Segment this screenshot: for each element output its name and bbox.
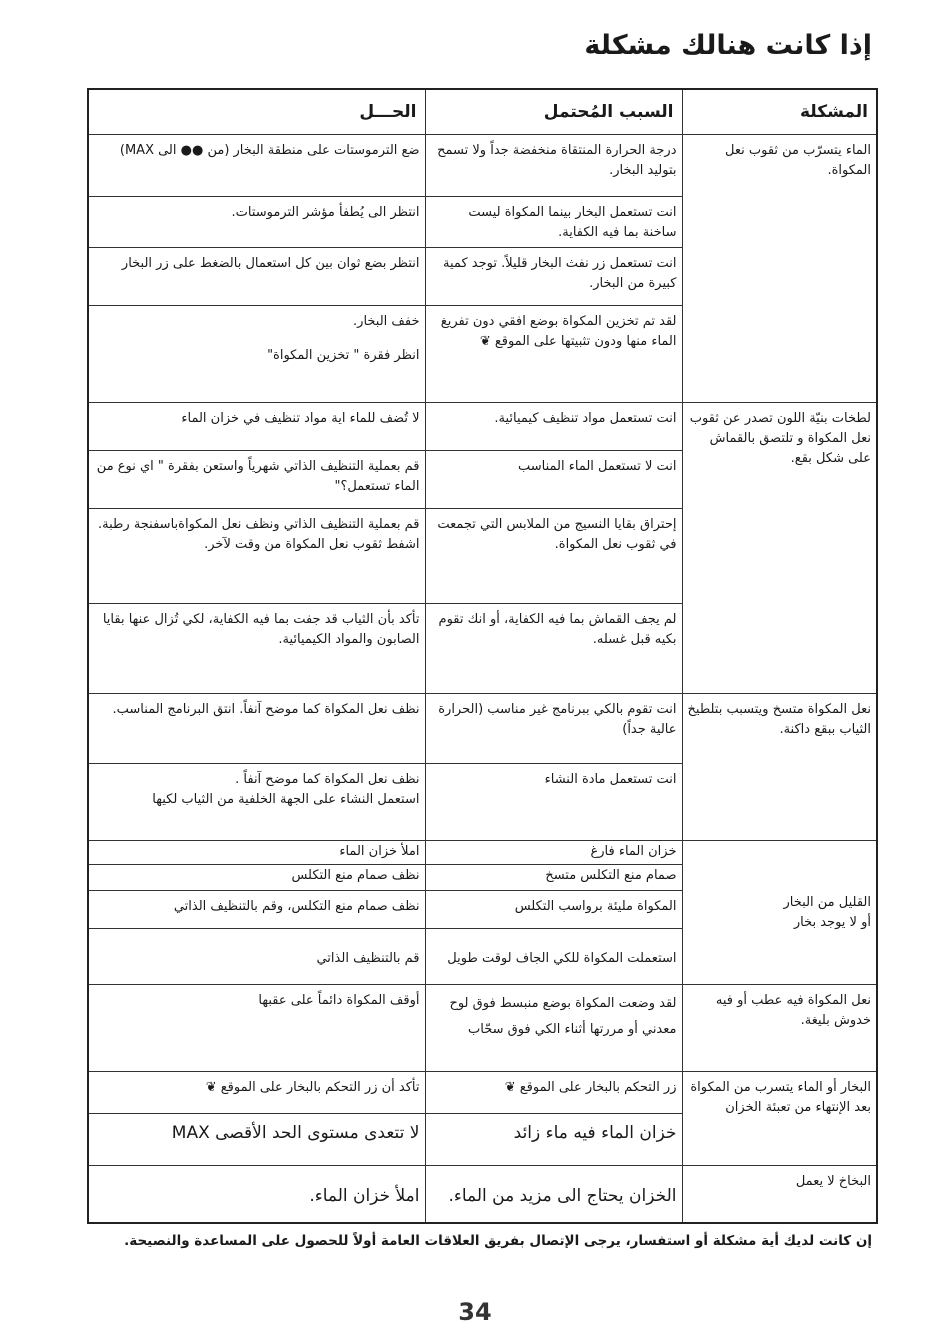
solution-cell (88, 764, 425, 840)
solution-cell: قم بعملية التنظيف الذاتي شهرياً واستعن بفقرة " اي نوع من الماء تستعمل؟" (88, 451, 425, 509)
solution-line: انظر فقرة " تخزين المكواة" (267, 348, 420, 364)
solution-cell: املأ خزان الماء (88, 840, 425, 864)
cause-cell: لم يجف القماش بما فيه الكفاية، أو انك تقوم بكيه قبل غسله. (425, 603, 682, 693)
header-problem: المشكلة (682, 89, 877, 134)
cause-cell: انت تستعمل مواد تنظيف كيميائية. (425, 402, 682, 450)
page-number: 34 (458, 1298, 492, 1326)
table-row (88, 1071, 877, 1113)
solution-cell: تأكد أن زر التحكم بالبخار على الموقع ❦ (88, 1071, 425, 1113)
cause-cell: إحتراق بقايا النسيج من الملابس التي تجمعت في ثقوب نعل المكواة. (425, 509, 682, 603)
contact-footnote: إن كانت لديك أية مشكلة أو استفسار، يرجى الإتصال بفريق العلاقات العامة أولاً للحصول على المساعدة والنصيحة. (124, 1233, 872, 1249)
problem-line: القليل من البخار (783, 894, 871, 910)
solution-cell: نظف صمام منع التكلس (88, 864, 425, 890)
solution-cell: املأ خزان الماء. (88, 1166, 425, 1223)
cause-cell: انت تستعمل البخار بينما المكواة ليست ساخنة بما فيه الكفاية. (425, 196, 682, 247)
solution-cell: لا تُضف للماء اية مواد تنظيف في خزان الماء (88, 402, 425, 450)
solution-cell: ضع الترموستات على منطقة البخار (من ●● الى MAX) (88, 134, 425, 196)
problem-cell: نعل المكواة متسخ ويتسبب بتلطيخ الثياب ببقع داكنة. (682, 694, 877, 841)
troubleshooting-table (87, 88, 878, 1224)
problem-cell: نعل المكواة فيه عطب أو فيه خدوش بليغة. (682, 985, 877, 1071)
cause-cell: المكواة مليئة برواسب التكلس (425, 890, 682, 928)
cause-cell: الخزان يحتاج الى مزيد من الماء. (425, 1166, 682, 1223)
problem-cell: لطخات بنيّة اللون تصدر عن ثقوب نعل المكواة و تلتصق بالقماش على شكل بقع. (682, 402, 877, 693)
cause-cell: انت تقوم بالكي ببرنامج غير مناسب (الحرارة عالية جداً) (425, 694, 682, 764)
cause-cell: لقد تم تخزين المكواة بوضع افقي دون تفريغ الماء منها ودون تثبيتها على الموقع ❦ (425, 306, 682, 402)
solution-cell: نظف صمام منع التكلس، وقم بالتنظيف الذاتي (88, 890, 425, 928)
problem-cell: البخاخ لا يعمل (682, 1166, 877, 1223)
table-row (88, 134, 877, 196)
cause-cell: انت تستعمل مادة النشاء (425, 764, 682, 840)
header-solution: الحـــل (88, 89, 425, 134)
table-row (88, 402, 877, 450)
solution-cell (88, 306, 425, 402)
cause-cell: خزان الماء فيه ماء زائد (425, 1113, 682, 1165)
table-row (88, 694, 877, 764)
table-row (88, 840, 877, 864)
page-title: إذا كانت هنالك مشكلة (584, 30, 872, 61)
solution-line: استعمل النشاء على الجهة الخلفية من الثياب لكيها (152, 792, 420, 808)
problem-line: أو لا يوجد بخار (793, 914, 871, 930)
solution-cell: انتظر بضع ثوان بين كل استعمال بالضغط على زر البخار (88, 248, 425, 306)
problem-cell (682, 840, 877, 985)
solution-line: نظف نعل المكواة كما موضح آنفاً . (235, 772, 420, 788)
cause-cell: صمام منع التكلس متسخ (425, 864, 682, 890)
solution-cell: نظف نعل المكواة كما موضح آنفاً. انتق البرنامج المناسب. (88, 694, 425, 764)
cause-cell: انت لا تستعمل الماء المناسب (425, 451, 682, 509)
solution-cell: تأكد بأن الثياب قد جفت بما فيه الكفاية، لكي تُزال عنها بقايا الصابون والمواد الكيميائية. (88, 603, 425, 693)
solution-cell: لا تتعدى مستوى الحد الأقصى MAX (88, 1113, 425, 1165)
cause-cell: انت تستعمل زر نفث البخار قليلاً. توجد كمية كبيرة من البخار. (425, 248, 682, 306)
cause-cell: درجة الحرارة المنتقاة منخفضة جداً ولا تسمح بتوليد البخار. (425, 134, 682, 196)
table-row (88, 1166, 877, 1223)
solution-cell: انتظر الى يُطفأ مؤشر الترموستات. (88, 196, 425, 247)
solution-cell: أوقف المكواة دائماً على عقبها (88, 985, 425, 1071)
cause-cell: لقد وضعت المكواة بوضع منبسط فوق لوح معدني أو مررتها أثناء الكي فوق سحّاب (425, 985, 682, 1071)
cause-cell: زر التحكم بالبخار على الموقع ❦ (425, 1071, 682, 1113)
table-row (88, 985, 877, 1071)
solution-cell: قم بالتنظيف الذاتي (88, 929, 425, 985)
cause-cell: خزان الماء فارغ (425, 840, 682, 864)
problem-cell: البخار أو الماء يتسرب من المكواة بعد الإنتهاء من تعبئة الخزان (682, 1071, 877, 1165)
solution-line: خفف البخار. (353, 314, 420, 330)
table-header-row (88, 89, 877, 134)
solution-cell: قم بعملية التنظيف الذاتي ونظف نعل المكواةباسفنجة رطبة. اشفط ثقوب نعل المكواة من وقت لآخر. (88, 509, 425, 603)
problem-cell: الماء يتسرّب من ثقوب نعل المكواة. (682, 134, 877, 402)
cause-cell: استعملت المكواة للكي الجاف لوقت طويل (425, 929, 682, 985)
header-cause: السبب المُحتمل (425, 89, 682, 134)
